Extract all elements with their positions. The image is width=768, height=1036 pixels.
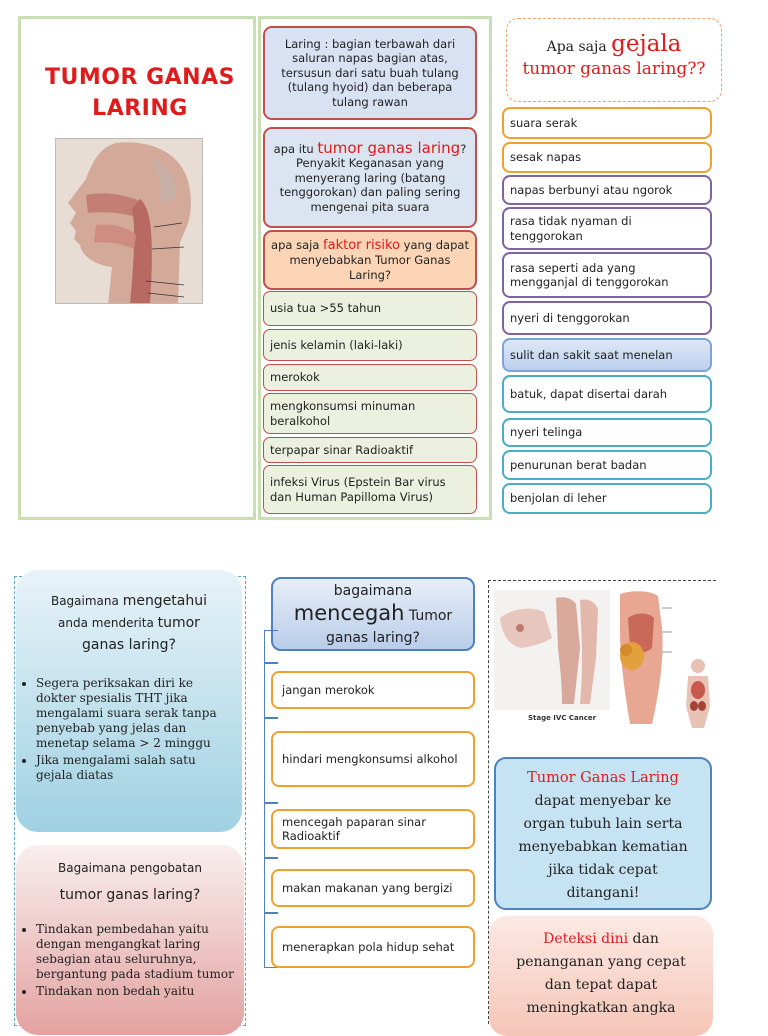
spread-title: Tumor Ganas Laring [527, 770, 679, 786]
risk-factor-item: terpapar sinar Radioaktif [263, 437, 477, 463]
risk-factor-header [263, 230, 477, 290]
laring-definition-box [263, 26, 477, 120]
prevention-header-line2 [273, 600, 473, 629]
early-detection-box [489, 916, 713, 1036]
early-detection-body: dan penanganan yang cepat dan tepat dapat meningkatkan angka [516, 931, 686, 1016]
page-title-line1: TUMOR GANAS [45, 65, 235, 90]
symptom-item: nyeri telinga [502, 418, 712, 447]
head-neck-anatomy-image [55, 138, 203, 304]
symptom-item: penurunan berat badan [502, 450, 712, 480]
what-is-box [263, 127, 477, 228]
symptom-item: sesak napas [502, 142, 712, 173]
list-item: • Tindakan pembedahan yaitu dengan mengangkat laring sebagian atau seluruhnya, bergantung pada stadium tumor [36, 922, 234, 982]
symptom-item: batuk, dapat disertai darah [502, 375, 712, 413]
risk-header-highlight: faktor risiko [323, 237, 400, 253]
symptom-header-line2: tumor ganas laring?? [522, 59, 706, 79]
early-detection-text [489, 928, 713, 1020]
prevention-item: makan makanan yang bergizi [271, 869, 475, 907]
spread-warning-box [494, 757, 712, 910]
risk-header-text [271, 238, 469, 283]
prevention-item: hindari mengkonsumsi alkohol [271, 731, 475, 787]
how-to-know-title-b: mengetahui [122, 593, 208, 609]
prevention-header-d: ganas laring? [326, 630, 420, 646]
treatment-title [16, 845, 244, 906]
how-to-know-title-c: anda menderita [58, 616, 158, 630]
symptom-header-highlight: gejala [611, 31, 682, 57]
treatment-title-b: tumor ganas laring? [59, 887, 201, 903]
prevention-item: mencegah paparan sinar Radioaktif [271, 809, 475, 849]
how-to-know-title-d: tumor [157, 615, 200, 631]
what-is-text [271, 138, 469, 215]
how-to-know-card [16, 570, 242, 832]
treatment-list [16, 922, 244, 999]
prevention-header-c: Tumor [404, 608, 453, 624]
symptom-item: nyeri di tenggorokan [502, 301, 712, 335]
risk-factor-item: usia tua >55 tahun [263, 291, 477, 326]
how-to-know-title [16, 570, 242, 656]
risk-header-suffix: yang dapat menyebabkan Tumor Ganas Laring? [289, 237, 469, 282]
symptom-header [506, 18, 722, 102]
prevention-header-a: bagaimana [333, 583, 413, 599]
symptom-item: benjolan di leher [502, 483, 712, 514]
symptom-item: napas berbunyi atau ngorok [502, 175, 712, 205]
how-to-know-list [16, 676, 242, 783]
list-item: • Segera periksakan diri ke dokter spesialis THT jika mengalami suara serak tanpa penyebab yang jelas dan menetap selama > 2 minggu [36, 676, 232, 751]
early-detection-highlight: Deteksi dini [543, 931, 629, 947]
how-to-know-title-line1 [16, 590, 242, 612]
how-to-know-title-line2 [16, 612, 242, 634]
illustration-caption: Stage IVC Cancer [528, 714, 597, 722]
risk-factor-item: merokok [263, 364, 477, 391]
list-item: • Tindakan non bedah yaitu [36, 984, 234, 999]
symptom-item: sulit dan sakit saat menelan [502, 338, 712, 372]
prevention-item: jangan merokok [271, 671, 475, 709]
symptom-item: suara serak [502, 107, 712, 139]
treatment-title-a: Bagaimana pengobatan [58, 861, 202, 875]
risk-header-prefix: apa saja [271, 237, 324, 252]
how-to-know-title-a: Bagaimana [50, 594, 123, 608]
symptom-item: rasa tidak nyaman di tenggorokan [502, 207, 712, 250]
prevention-header [271, 577, 475, 651]
laring-definition: Laring : bagian terbawah dari saluran napas bagian atas, tersusun dari satu buah tulang (tulang hyoid) dan beberapa tulang rawan [281, 36, 459, 109]
risk-factor-item: mengkonsumsi minuman beralkohol [263, 393, 477, 434]
how-to-know-title-e: ganas laring? [82, 637, 176, 653]
symptom-header-line1 [507, 31, 721, 57]
prevention-item: menerapkan pola hidup sehat [271, 926, 475, 968]
page-title-line2: LARING [92, 96, 188, 121]
page-title [40, 62, 240, 124]
what-is-highlight: tumor ganas laring [317, 138, 461, 157]
what-is-prefix: apa itu [273, 141, 318, 156]
risk-factor-item: jenis kelamin (laki-laki) [263, 329, 477, 361]
treatment-card [16, 845, 244, 1035]
what-is-suffix: ? Penyakit Keganasan yang menyerang laring (batang tenggorokan) dan paling sering mengenai pita suara [279, 141, 467, 214]
risk-factor-item: infeksi Virus (Epstein Bar virus dan Human Papilloma Virus) [263, 465, 477, 514]
prevention-header-b: mencegah [293, 601, 405, 625]
symptom-item: rasa seperti ada yang mengganjal di tenggorokan [502, 252, 712, 298]
symptom-header-prefix: Apa saja [546, 39, 612, 55]
cancer-stage-illustration [492, 588, 724, 728]
spread-body: dapat menyebar ke organ tubuh lain serta menyebabkan kematian jika tidak cepat ditangani! [518, 793, 688, 901]
list-item: • Jika mengalami salah satu gejala diatas [36, 753, 232, 783]
connector-line [264, 630, 278, 663]
